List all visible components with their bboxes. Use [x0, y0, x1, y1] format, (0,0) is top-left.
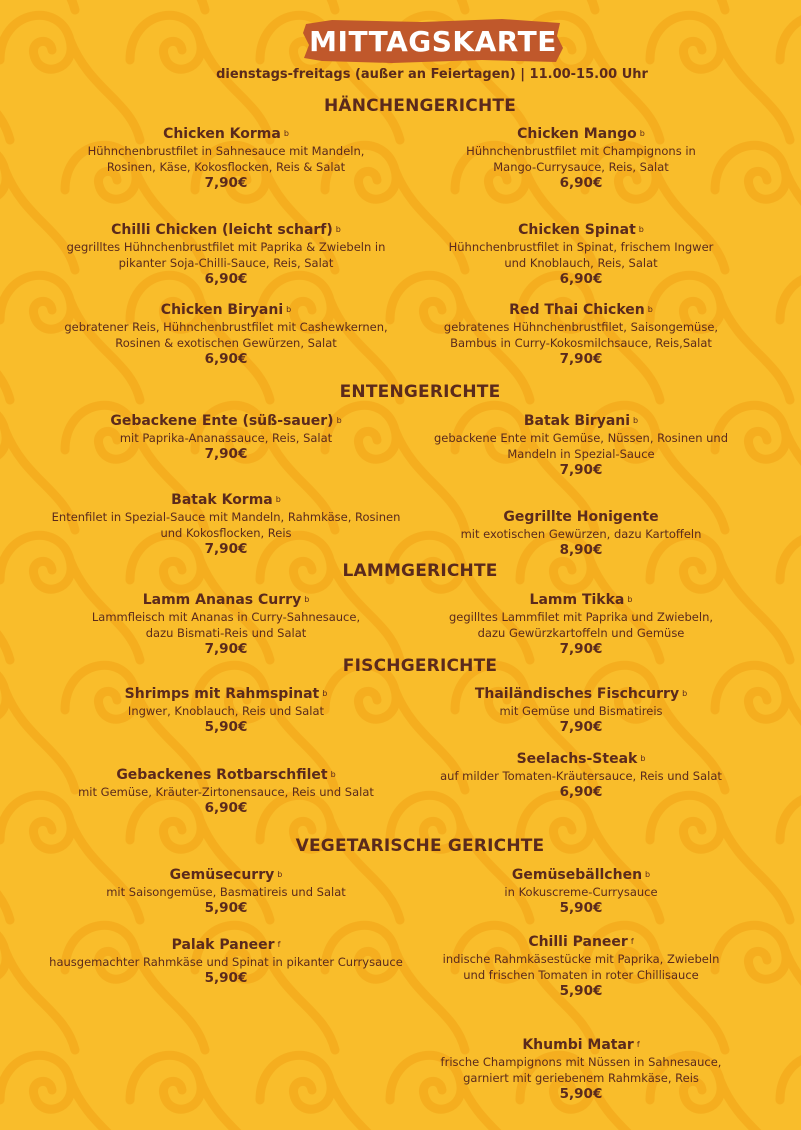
dish-price: 7,90€	[204, 641, 248, 657]
dish-price: 6,90€	[559, 175, 603, 191]
section-title-chicken: HÄNCHENGERICHTE	[323, 96, 517, 116]
dish-gebackene-ente	[110, 413, 341, 463]
dish-description: in Kokuscreme-Currysauce	[504, 885, 658, 899]
dish-description: dazu Bismati-Reis und Salat	[145, 626, 307, 640]
dish-description: Mandeln in Spezial-Sauce	[507, 447, 655, 461]
dish-batak-biryani	[434, 413, 728, 479]
dish-lamm-ananas-curry	[92, 592, 360, 658]
dish-description: frische Champignons mit Nüssen in Sahnesauce,	[440, 1055, 722, 1069]
section-title-duck: ENTENGERICHTE	[339, 382, 501, 402]
dish-price: 5,90€	[204, 719, 248, 735]
menu-title: MITTAGSKARTE	[309, 24, 557, 58]
dish-description: hausgemachter Rahmkäse und Spinat in pikanter Currysauce	[49, 955, 403, 969]
dish-description: und frischen Tomaten in roter Chillisauce	[463, 968, 699, 982]
dish-name: Gemüsebällchen $^b$	[511, 867, 651, 883]
section-title-lamb: LAMMGERICHTE	[342, 561, 498, 581]
dish-name: Gebackene Ente (süß-sauer) $^b$	[110, 413, 342, 429]
section-title-fish: FISCHGERICHTE	[342, 656, 498, 676]
dish-description: mit exotischen Gewürzen, dazu Kartoffeln	[460, 527, 702, 541]
dish-name: Chicken Mango $^b$	[517, 126, 645, 142]
dish-price: 7,90€	[559, 719, 603, 735]
section-title-vegetarian: VEGETARISCHE GERICHTE	[295, 836, 545, 856]
dish-name: Chicken Spinat $^b$	[518, 222, 644, 238]
dish-gebackenes-rotbarschfilet	[78, 767, 374, 817]
dish-description: mit Gemüse und Bismatireis	[499, 704, 663, 718]
dish-khumbi-matar	[441, 1037, 722, 1103]
dish-description: und Knoblauch, Reis, Salat	[504, 256, 658, 270]
dish-description: mit Saisongemüse, Basmatireis und Salat	[106, 885, 346, 899]
dish-chicken-spinat	[449, 222, 714, 288]
dish-chilli-paneer	[443, 934, 720, 1000]
dish-price: 6,90€	[559, 784, 603, 800]
dish-name: Shrimps mit Rahmspinat $^b$	[124, 686, 328, 702]
title-banner	[302, 18, 564, 64]
dish-batak-korma	[52, 492, 401, 558]
dish-description: gegrilltes Hühnchenbrustfilet mit Paprika & Zwiebeln in	[66, 240, 386, 254]
dish-description: gebackene Ente mit Gemüse, Nüssen, Rosinen und	[433, 431, 729, 445]
dish-price: 7,90€	[559, 462, 603, 478]
dish-price: 7,90€	[204, 541, 248, 557]
dish-name: Palak Paneer $^f$	[171, 937, 281, 953]
dish-description: gebratenes Hühnchenbrustfilet, Saisongemüse,	[443, 320, 719, 334]
dish-price: 7,90€	[204, 175, 248, 191]
dish-chicken-biryani	[64, 302, 387, 368]
dish-description: mit Gemüse, Kräuter-Zirtonensauce, Reis und Salat	[78, 785, 374, 799]
dish-description: mit Paprika-Ananassauce, Reis, Salat	[119, 431, 333, 445]
dish-description: Entenfilet in Spezial-Sauce mit Mandeln, Rahmkäse, Rosinen	[51, 510, 401, 524]
opening-hours: dienstags-freitags (außer an Feiertagen) | 11.00-15.00 Uhr	[216, 67, 648, 82]
dish-name: Chicken Biryani $^b$	[160, 302, 292, 318]
dish-description: Hühnchenbrustfilet mit Champignons in	[466, 144, 696, 158]
dish-name: Batak Korma $^b$	[171, 492, 281, 508]
dish-description: Rosinen & exotischen Gewürzen, Salat	[115, 336, 337, 350]
dish-description: Hühnchenbrustfilet in Spinat, frischem Ingwer	[448, 240, 714, 254]
dish-description: auf milder Tomaten-Kräutersauce, Reis und Salat	[440, 769, 722, 783]
dish-description: Rosinen, Käse, Kokosflocken, Reis & Salat	[106, 160, 346, 174]
dish-price: 5,90€	[204, 970, 248, 986]
dish-price: 5,90€	[559, 900, 603, 916]
dish-name: Gebackenes Rotbarschfilet $^b$	[116, 767, 336, 783]
dish-price: 6,90€	[204, 351, 248, 367]
dish-description: Lammfleisch mit Ananas in Curry-Sahnesauce,	[91, 610, 361, 624]
dish-shrimps-rahmspinat	[125, 686, 328, 736]
dish-name: Gegrillte Honigente	[503, 509, 659, 525]
dish-price: 7,90€	[559, 351, 603, 367]
dish-name: Chicken Korma $^b$	[163, 126, 289, 142]
dish-price: 8,90€	[559, 542, 603, 558]
dish-description: Ingwer, Knoblauch, Reis und Salat	[127, 704, 325, 718]
dish-name: Gemüsecurry $^b$	[169, 867, 283, 883]
dish-description: garniert mit geriebenem Rahmkäse, Reis	[463, 1071, 699, 1085]
dish-price: 6,90€	[559, 271, 603, 287]
dish-description: gegilltes Lammfilet mit Paprika und Zwiebeln,	[448, 610, 714, 624]
dish-description: pikanter Soja-Chilli-Sauce, Reis, Salat	[118, 256, 334, 270]
dish-gegrillte-honigente	[461, 509, 702, 559]
dish-price: 6,90€	[204, 271, 248, 287]
dish-chicken-korma	[88, 126, 365, 192]
dish-name: Lamm Tikka $^b$	[529, 592, 633, 608]
dish-thai-fischcurry	[475, 686, 687, 736]
dish-price: 5,90€	[559, 983, 603, 999]
dish-description: indische Rahmkäsestücke mit Paprika, Zwiebeln	[442, 952, 720, 966]
dish-chilli-chicken	[67, 222, 386, 288]
dish-name: Chilli Paneer $^f$	[528, 934, 634, 950]
dish-red-thai-chicken	[444, 302, 718, 368]
dish-price: 7,90€	[204, 446, 248, 462]
dish-name: Seelachs-Steak $^b$	[516, 751, 646, 767]
dish-gemuesecurry	[106, 867, 346, 917]
dish-description: Mango-Currysauce, Reis, Salat	[493, 160, 669, 174]
dish-name: Batak Biryani $^b$	[523, 413, 639, 429]
dish-description: dazu Gewürzkartoffeln und Gemüse	[477, 626, 685, 640]
dish-description: gebratener Reis, Hühnchenbrustfilet mit Cashewkernen,	[64, 320, 388, 334]
dish-name: Khumbi Matar $^f$	[522, 1037, 640, 1053]
dish-name: Chilli Chicken (leicht scharf) $^b$	[111, 222, 341, 238]
dish-chicken-mango	[466, 126, 696, 192]
dish-price: 6,90€	[204, 800, 248, 816]
dish-palak-paneer	[49, 937, 403, 987]
dish-lamm-tikka	[449, 592, 713, 658]
dish-description: und Kokosflocken, Reis	[160, 526, 292, 540]
dish-price: 7,90€	[559, 641, 603, 657]
dish-seelachs-steak	[440, 751, 722, 801]
dish-price: 5,90€	[559, 1086, 603, 1102]
dish-name: Lamm Ananas Curry $^b$	[142, 592, 310, 608]
dish-name: Red Thai Chicken $^b$	[509, 302, 653, 318]
dish-price: 5,90€	[204, 900, 248, 916]
dish-gemuesebaellchen	[504, 867, 657, 917]
dish-name: Thailändisches Fischcurry $^b$	[474, 686, 688, 702]
dish-description: Bambus in Curry-Kokosmilchsauce, Reis,Salat	[450, 336, 712, 350]
dish-description: Hühnchenbrustfilet in Sahnesauce mit Mandeln,	[87, 144, 365, 158]
